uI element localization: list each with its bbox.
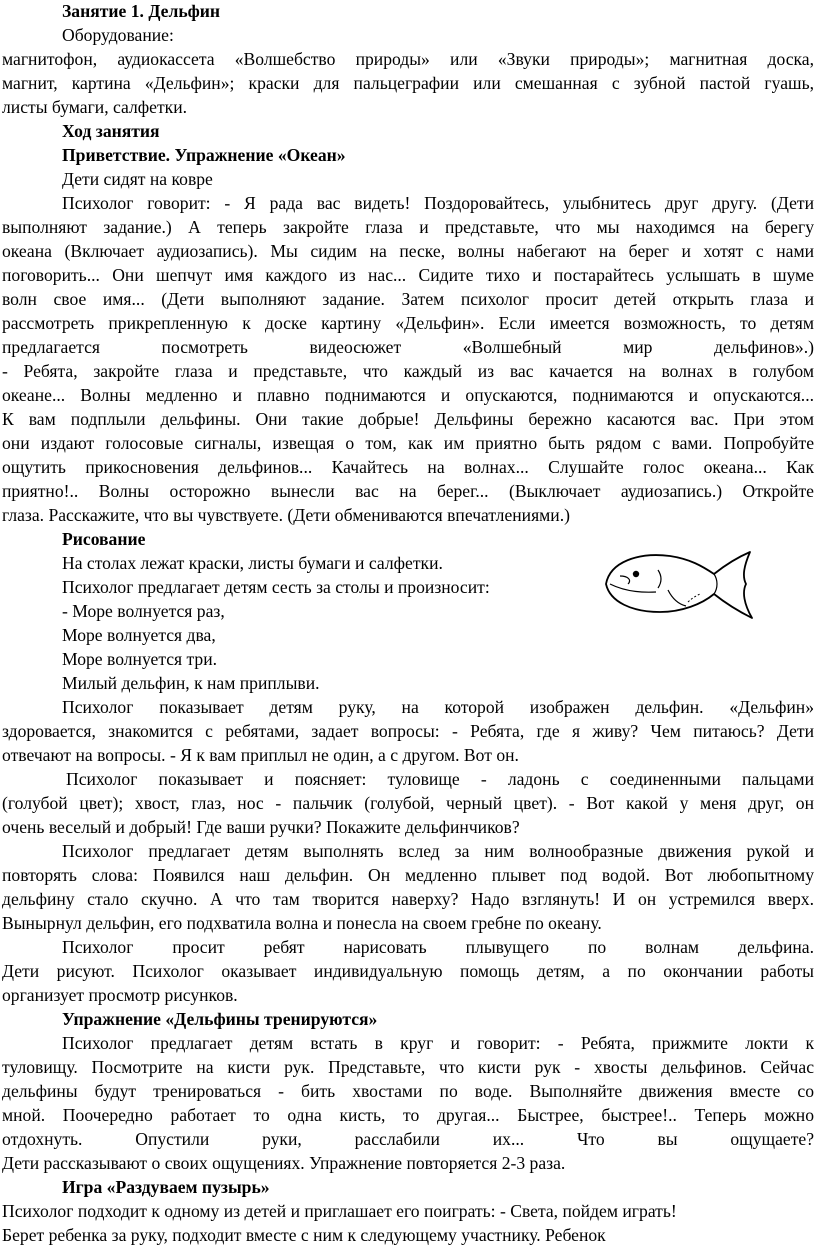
paragraph-line: волн свое имя... (Дети выполняют задание. Затем психолог просит детей открыть глаза и	[2, 289, 814, 309]
paragraph-line: организует просмотр рисунков.	[2, 985, 238, 1005]
paragraph-line: рассмотреть прикрепленную к доске картину «Дельфин». Если имеется возможность, то детям	[2, 313, 814, 333]
paragraph-line: Психолог подходит к одному из детей и приглашает его поиграть: - Света, пойдем играть!	[2, 1201, 677, 1221]
paragraph-line: здоровается, знакомится с ребятами, задает вопросы: - Ребята, где я живу? Чем питаюсь? Дети	[2, 721, 814, 741]
paragraph-line: - Ребята, закройте глаза и представьте, что каждый из вас качается на волнах в голубом	[2, 361, 814, 381]
paragraph-line: (голубой цвет); хвост, глаз, нос - пальчик (голубой, черный цвет). - Вот какой у меня друг, он	[2, 793, 814, 813]
paragraph-line: приятно!.. Волны осторожно вынесли вас на берег... (Выключает аудиозапись.) Откройте	[2, 481, 814, 501]
paragraph-line: поговорить... Они шепчут имя каждого из нас... Сидите тихо и постарайтесь услышать в шуме	[2, 265, 814, 285]
equipment-label: Оборудование:	[62, 25, 174, 45]
paragraph-line: Дети рисуют. Психолог оказывает индивидуальную помощь детям, а по окончании работы	[2, 961, 814, 981]
section-heading-game: Игра «Раздуваем пузырь»	[62, 1177, 270, 1197]
paragraph-line: дельфину стало скучно. А что там творится наверху? Надо взглянуть! И он устремился вверх.	[2, 889, 814, 909]
section-heading-progress: Ход занятия	[62, 121, 160, 141]
equipment-line: магнит, картина «Дельфин»; краски для пальцеграфии или смешанная с зубной пастой гуашь,	[2, 73, 814, 93]
equipment-line: листы бумаги, салфетки.	[2, 97, 188, 117]
paragraph-line: океана (Включает аудиозапись). Мы сидим на песке, волны набегают на берег и хотят с нами	[2, 241, 814, 261]
paragraph-line: К вам подплыли дельфины. Они такие добрые! Дельфины бережно касаются вас. При этом	[2, 409, 814, 429]
poem-line: Море волнуется три.	[62, 649, 218, 669]
paragraph-line: отвечают на вопросы. - Я к вам приплыл не один, а с другом. Вот он.	[2, 745, 519, 765]
paragraph-line: они издают голосовые сигналы, извещая о том, как им приятно быть рядом с вами. Попробуйте	[2, 433, 814, 453]
paragraph-line: Психолог показывает детям руку, на которой изображен дельфин. «Дельфин»	[62, 697, 814, 717]
section-heading-drawing: Рисование	[62, 529, 146, 549]
paragraph-line: Вынырнул дельфин, его подхватила волна и понесла на своем гребне по океану.	[2, 913, 602, 933]
paragraph-line: туловищу. Посмотрите на кисти рук. Представьте, что кисти рук - хвосты дельфинов. Сейчас	[2, 1057, 814, 1077]
lesson-title: Занятие 1. Дельфин	[62, 1, 221, 21]
section-heading-greeting: Приветствие. Упражнение «Океан»	[62, 145, 346, 165]
paragraph-line: очень веселый и добрый! Где ваши ручки? Покажите дельфинчиков?	[2, 817, 520, 837]
paragraph-line: Психолог просит ребят нарисовать плывущего по волнам дельфина.	[62, 937, 814, 957]
section-heading-training: Упражнение «Дельфины тренируются»	[62, 1009, 378, 1029]
paragraph-line: Психолог предлагает детям встать в круг и говорит: - Ребята, прижмите локти к	[62, 1033, 814, 1053]
poem-line: Милый дельфин, к нам приплыви.	[62, 673, 320, 693]
paragraph-line: Психолог говорит: - Я рада вас видеть! Поздоровайтесь, улыбнитесь друг другу. (Дети	[62, 193, 814, 213]
equipment-line: магнитофон, аудиокассета «Волшебство природы» или «Звуки природы»; магнитная доска,	[2, 49, 814, 69]
paragraph-line: отдохнуть. Опустили руки, расслабили их... Что вы ощущаете?	[2, 1129, 814, 1149]
paragraph-line: повторять слова: Появился наш дельфин. Он медленно плывет под водой. Вот любопытному	[2, 865, 814, 885]
paragraph-line: На столах лежат краски, листы бумаги и салфетки.	[62, 553, 443, 573]
paragraph-line: мной. Поочередно работает то одна кисть, то другая... Быстрее, быстрее!.. Теперь можно	[2, 1105, 814, 1125]
paragraph-line: предлагается посмотреть видеосюжет «Волшебный мир дельфинов».)	[2, 337, 814, 357]
paragraph-line: Психолог показывает и поясняет: туловище - ладонь с соединенными пальцами	[66, 769, 814, 789]
poem-line: Море волнуется два,	[62, 625, 216, 645]
paragraph-line: ощутить прикосновения дельфинов... Качайтесь на волнах... Слушайте голос океана... Как	[2, 457, 814, 477]
dolphin-illustration	[598, 546, 766, 622]
paragraph-line: глаза. Расскажите, что вы чувствуете. (Дети обмениваются впечатлениями.)	[2, 505, 570, 525]
poem-line: - Море волнуется раз,	[62, 601, 225, 621]
paragraph-line: Дети сидят на ковре	[62, 169, 213, 189]
paragraph-line: Психолог предлагает детям выполнять вслед за ним волнообразные движения рукой и	[62, 841, 814, 861]
paragraph-line: Психолог предлагает детям сесть за столы и произносит:	[62, 577, 490, 597]
paragraph-line: дельфины будут тренироваться - бить хвостами по воде. Выполняйте движения вместе со	[2, 1081, 814, 1101]
paragraph-line: выполняют задание.) А теперь закройте глаза и представьте, что мы находимся на берегу	[2, 217, 814, 237]
paragraph-line: Берет ребенка за руку, подходит вместе с ним к следующему участнику. Ребенок	[2, 1225, 606, 1245]
paragraph-line: Дети рассказывают о своих ощущениях. Упражнение повторяется 2-3 раза.	[2, 1153, 566, 1173]
paragraph-line: океане... Волны медленно и плавно поднимаются и опускаются, поднимаются и опускаются...	[2, 385, 814, 405]
